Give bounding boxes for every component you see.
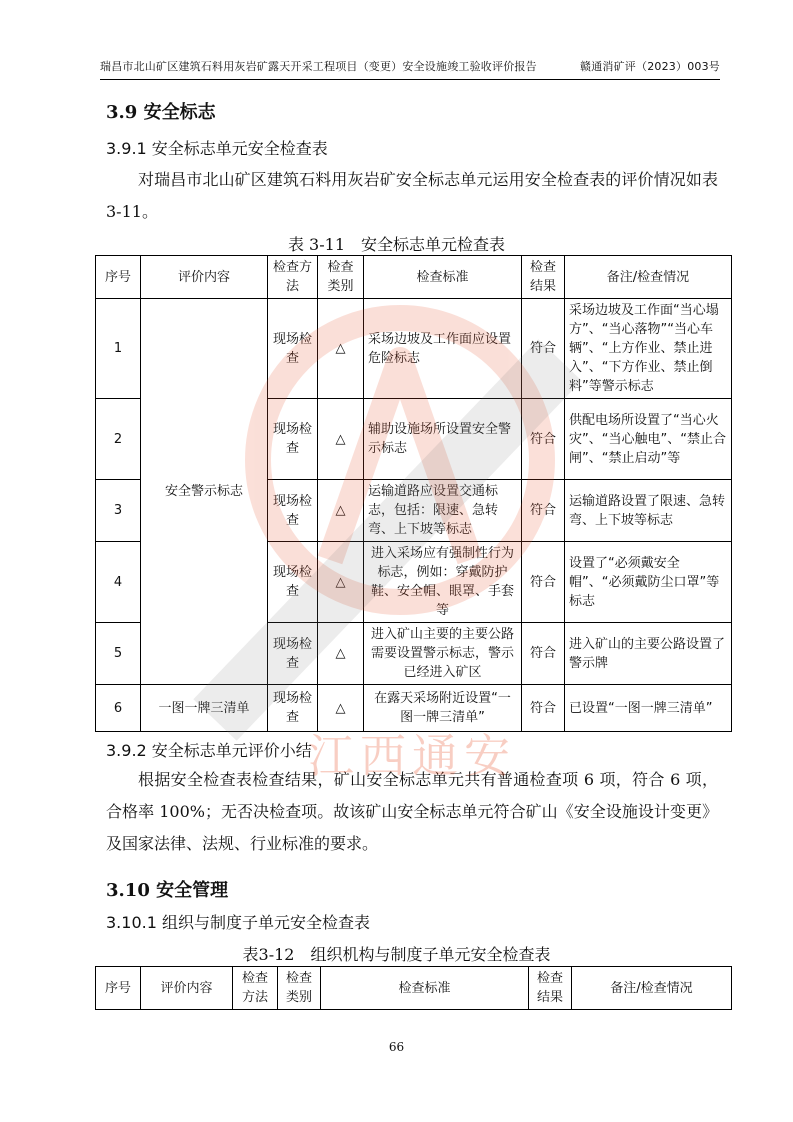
check-category: △ [318, 542, 364, 623]
header-report-number: 赣通消矿评（2023）003号 [580, 60, 720, 73]
row-number: 3 [96, 480, 141, 542]
header-cell: 备注/检查情况 [565, 256, 732, 299]
header-cell: 序号 [96, 967, 141, 1010]
check-remark: 采场边坡及工作面“当心塌方”、“当心落物”“当心车辆”、“上方作业、禁止进入”、“下方作业、禁止倒料”等警示标志 [565, 299, 732, 399]
row-number: 2 [96, 399, 141, 480]
header-cell: 检查标准 [364, 256, 522, 299]
evaluation-content: 一图一牌三清单 [141, 685, 268, 732]
check-result: 符合 [522, 299, 565, 399]
subsection-heading-3-9-1: 3.9.1 安全标志单元安全检查表 [106, 139, 328, 158]
section-heading-3-9: 3.9 安全标志 [106, 102, 216, 123]
header-title: 瑞昌市北山矿区建筑石料用灰岩矿露天开采工程项目（变更）安全设施竣工验收评价报告 [100, 60, 537, 73]
subsection-heading-3-9-2: 3.9.2 安全标志单元评价小结 [106, 741, 312, 760]
header-cell: 评价内容 [141, 256, 268, 299]
table-header-row [96, 967, 732, 1010]
check-standard: 采场边坡及工作面应设置危险标志 [364, 299, 522, 399]
intro-paragraph: 对瑞昌市北山矿区建筑石料用灰岩矿安全标志单元运用安全检查表的评价情况如表 3-11。 [106, 170, 718, 221]
check-remark: 供配电场所设置了“当心火灾”、“当心触电”、“禁止合闸”、“禁止启动”等 [565, 399, 732, 480]
running-header [100, 58, 720, 80]
check-standard: 进入采场应有强制性行为标志，例如：穿戴防护鞋、安全帽、眼罩、手套等 [364, 542, 522, 623]
check-standard: 运输道路应设置交通标志，包括：限速、急转弯、上下坡等标志 [364, 480, 522, 542]
page-number: 66 [388, 1040, 405, 1054]
check-method: 现场检查 [268, 685, 318, 732]
header-cell: 检查方法 [268, 256, 318, 299]
check-category: △ [318, 623, 364, 685]
row-number: 1 [96, 299, 141, 399]
evaluation-content-group: 安全警示标志 [141, 299, 268, 685]
header-cell: 检查结果 [529, 967, 572, 1010]
check-remark: 进入矿山的主要公路设置了警示牌 [565, 623, 732, 685]
watermark-text: 江西通安 [308, 729, 516, 783]
header-cell: 检查标准 [321, 967, 529, 1010]
table-3-11 [95, 255, 732, 732]
header-cell: 检查方法 [233, 967, 278, 1010]
check-category: △ [318, 480, 364, 542]
header-cell: 检查结果 [522, 256, 565, 299]
table-3-12 [95, 966, 732, 1010]
check-remark: 已设置“一图一牌三清单” [565, 685, 732, 732]
check-result: 符合 [522, 685, 565, 732]
check-method: 现场检查 [268, 399, 318, 480]
check-standard: 辅助设施场所设置安全警示标志 [364, 399, 522, 480]
table-3-12-caption: 表3-12 组织机构与制度子单元安全检查表 [242, 945, 551, 964]
header-cell: 检查类别 [278, 967, 321, 1010]
table-header-row [96, 256, 732, 299]
check-result: 符合 [522, 542, 565, 623]
row-number: 5 [96, 623, 141, 685]
table-row [96, 685, 732, 732]
check-category: △ [318, 685, 364, 732]
check-remark: 设置了“必须戴安全帽”、“必须戴防尘口罩”等标志 [565, 542, 732, 623]
check-method: 现场检查 [268, 623, 318, 685]
check-category: △ [318, 299, 364, 399]
table-row [96, 299, 732, 399]
subsection-heading-3-10-1: 3.10.1 组织与制度子单元安全检查表 [106, 913, 370, 932]
check-result: 符合 [522, 623, 565, 685]
check-standard: 进入矿山主要的主要公路需要设置警示标志，警示已经进入矿区 [364, 623, 522, 685]
check-method: 现场检查 [268, 542, 318, 623]
check-result: 符合 [522, 480, 565, 542]
header-cell: 备注/检查情况 [572, 967, 732, 1010]
check-method: 现场检查 [268, 299, 318, 399]
check-standard: 在露天采场附近设置“一图一牌三清单” [364, 685, 522, 732]
header-cell: 检查类别 [318, 256, 364, 299]
summary-paragraph: 根据安全检查表检查结果，矿山安全标志单元共有普通检查项 6 项，符合 6 项，合格率 100%；无否决检查项。故该矿山安全标志单元符合矿山《安全设施设计变更》及国家法律、法规、行业标准的要求。 [106, 770, 718, 853]
check-method: 现场检查 [268, 480, 318, 542]
section-heading-3-10: 3.10 安全管理 [106, 880, 229, 901]
check-result: 符合 [522, 399, 565, 480]
check-category: △ [318, 399, 364, 480]
row-number: 6 [96, 685, 141, 732]
header-cell: 评价内容 [141, 967, 233, 1010]
check-remark: 运输道路设置了限速、急转弯、上下坡等标志 [565, 480, 732, 542]
row-number: 4 [96, 542, 141, 623]
table-3-11-caption: 表 3-11 安全标志单元检查表 [287, 235, 506, 254]
header-cell: 序号 [96, 256, 141, 299]
